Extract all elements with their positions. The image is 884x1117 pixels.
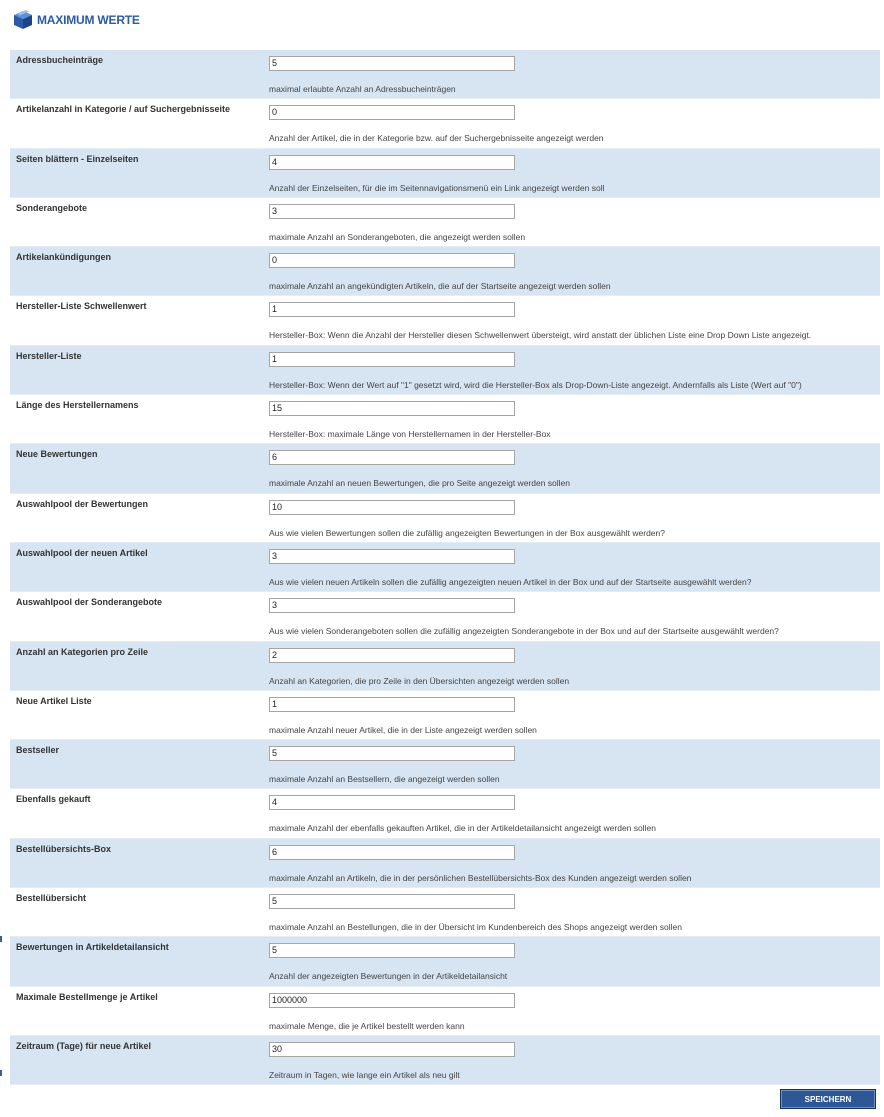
setting-label: Hersteller-Liste [16,350,82,361]
setting-value-input[interactable] [269,253,515,268]
setting-row [10,395,880,444]
setting-label: Sonderangebote [16,202,88,213]
setting-value-input[interactable] [269,105,515,120]
setting-description: Hersteller-Box: Wenn der Wert auf "1" gesetzt wird, wird die Hersteller-Box als Drop-Down-Liste angezeigt. Andernfalls als Liste (Wert auf "0") [269,379,802,390]
setting-value-input[interactable] [269,845,515,860]
setting-value-input[interactable] [269,943,515,958]
setting-value-input[interactable] [269,56,515,71]
setting-row [10,691,880,740]
setting-value-input[interactable] [269,598,515,613]
page-title: MAXIMUM WERTE [37,13,140,27]
setting-description: maximale Anzahl an Sonderangeboten, die angezeigt werden sollen [269,231,526,242]
setting-label: Adressbucheinträge [16,55,104,65]
setting-row [10,789,880,838]
setting-value-input[interactable] [269,697,515,712]
setting-row [10,592,880,641]
setting-description: maximal erlaubte Anzahl an Adressbucheinträgen [269,84,456,94]
setting-description: Aus wie vielen neuen Artikeln sollen die zufällig angezeigten neuen Artikel in der Box und auf der Startseite ausgewählt werden? [269,576,752,587]
setting-row [10,888,880,937]
setting-description: Aus wie vielen Bewertungen sollen die zufällig angezeigten Bewertungen in der Box ausgewählt werden? [269,527,665,538]
setting-row [10,346,880,395]
setting-description: maximale Anzahl an Bestellungen, die in der Übersicht im Kundenbereich des Shops angezeigt werden sollen [269,922,682,933]
setting-label: Artikelanzahl in Kategorie / auf Suchergebnisseite [16,104,231,115]
setting-description: maximale Anzahl an Bestsellern, die angezeigt werden sollen [269,774,500,785]
setting-value-input[interactable] [269,894,515,909]
setting-description: Zeitraum in Tagen, wie lange ein Artikel als neu gilt [269,1069,460,1080]
setting-description: Hersteller-Box: maximale Länge von Herstellernamen in der Hersteller-Box [269,429,551,440]
setting-row [10,987,880,1036]
setting-row [10,543,880,592]
setting-row [10,247,880,296]
setting-value-input[interactable] [269,795,515,810]
setting-row [10,642,880,691]
setting-label: Bestellübersichts-Box [16,843,112,854]
setting-label: Bewertungen in Artikeldetailansicht [16,942,169,953]
setting-row [10,296,880,345]
setting-row [10,937,880,986]
setting-value-input[interactable] [269,155,515,170]
setting-description: maximale Anzahl neuer Artikel, die in der Liste angezeigt werden sollen [269,724,537,735]
setting-description: Hersteller-Box: Wenn die Anzahl der Hersteller diesen Schwellenwert übersteigt, wird anstatt der üblichen Liste eine Drop Down Liste angezeigt. [269,330,812,341]
setting-value-input[interactable] [269,746,515,761]
setting-description: Aus wie vielen Sonderangeboten sollen die zufällig angezeigten Sonderangebote in der Box und auf der Startseite ausgewählt werden? [269,626,779,637]
setting-label: Auswahlpool der Bewertungen [16,498,149,509]
setting-row [10,198,880,247]
setting-value-input[interactable] [269,1042,515,1057]
save-button[interactable]: SPEICHERN [780,1089,876,1109]
setting-label: Länge des Herstellernamens [16,400,139,411]
setting-description: maximale Anzahl an neuen Bewertungen, die pro Seite angezeigt werden sollen [269,478,571,489]
setting-description: Anzahl der Einzelseiten, für die im Seitennavigationsmenü ein Link angezeigt werden soll [269,182,605,193]
setting-label: Bestellübersicht [16,893,87,904]
setting-description: Anzahl der angezeigten Bewertungen in der Artikeldetailansicht [269,971,508,982]
setting-value-input[interactable] [269,993,515,1008]
setting-description: maximale Menge, die je Artikel bestellt werden kann [269,1020,465,1031]
setting-label: Artikelankündigungen [16,252,112,263]
setting-row [10,1036,880,1085]
setting-label: Zeitraum (Tage) für neue Artikel [16,1040,152,1051]
page-header [12,6,140,34]
setting-value-input[interactable] [269,450,515,465]
left-edge-markers [0,48,3,1088]
setting-description: maximale Anzahl der ebenfalls gekauften Artikel, die in der Artikeldetailansicht angezeigt werden sollen [269,823,656,834]
setting-value-input[interactable] [269,401,515,416]
setting-row [10,494,880,543]
setting-label: Neue Bewertungen [16,449,98,460]
setting-value-input[interactable] [269,204,515,219]
setting-value-input[interactable] [269,500,515,515]
setting-label: Auswahlpool der neuen Artikel [16,547,148,558]
setting-label: Anzahl an Kategorien pro Zeile [16,646,149,657]
setting-row [10,740,880,789]
setting-row [10,99,880,148]
settings-list [10,50,880,1085]
setting-row [10,149,880,198]
setting-label: Hersteller-Liste Schwellenwert [16,301,147,312]
setting-label: Neue Artikel Liste [16,695,92,706]
setting-description: maximale Anzahl an Artikeln, die in der persönlichen Bestellübersichts-Box des Kunden angezeigt werden sollen [269,872,692,883]
setting-label: Auswahlpool der Sonderangebote [16,597,163,608]
setting-row [10,50,880,99]
setting-description: Anzahl der Artikel, die in der Kategorie bzw. auf der Suchergebnisseite angezeigt werden [269,133,604,144]
setting-label: Maximale Bestellmenge je Artikel [16,991,158,1002]
box-icon [12,9,34,31]
setting-value-input[interactable] [269,352,515,367]
setting-label: Seiten blättern - Einzelseiten [16,153,139,164]
setting-description: Anzahl an Kategorien, die pro Zeile in den Übersichten angezeigt werden sollen [269,675,570,686]
setting-value-input[interactable] [269,302,515,317]
setting-label: Ebenfalls gekauft [16,794,91,805]
setting-row [10,839,880,888]
setting-description: maximale Anzahl an angekündigten Artikeln, die auf der Startseite angezeigt werden sollen [269,281,611,292]
setting-value-input[interactable] [269,549,515,564]
setting-label: Bestseller [16,745,60,756]
setting-value-input[interactable] [269,648,515,663]
setting-row [10,444,880,493]
